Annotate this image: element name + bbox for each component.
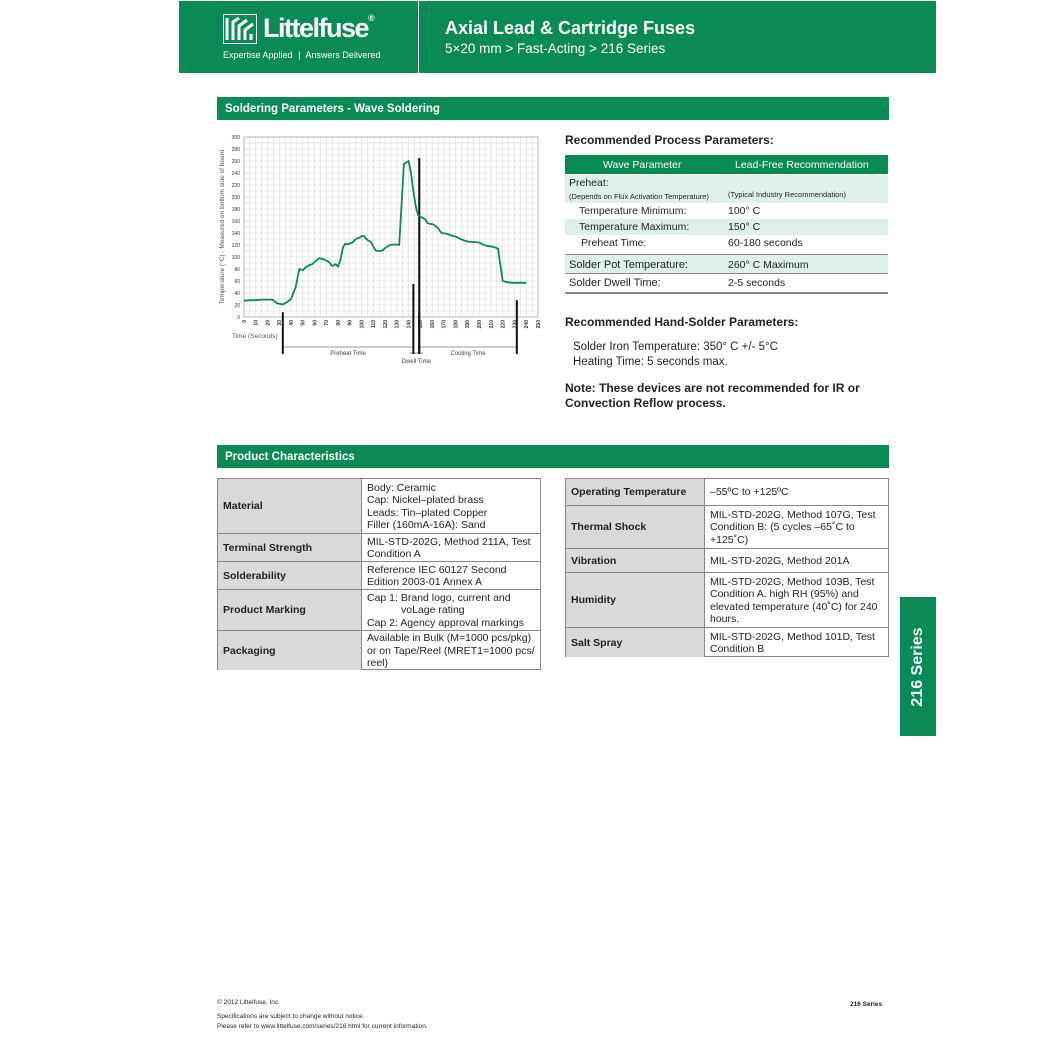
brand-tagline: Expertise Applied | Answers Delivered [223, 50, 381, 60]
footer-refer: Please refer to www.littelfuse.com/series/216.html for current information. [217, 1023, 428, 1030]
x-tick-label: 250 [535, 320, 542, 329]
col-lead-free: Lead-Free Recommendation [735, 159, 869, 171]
x-tick-label: 220 [500, 320, 507, 329]
x-tick-label: 160 [429, 320, 436, 329]
y-tick-label: 80 [234, 267, 240, 273]
x-tick-label: 240 [524, 320, 531, 329]
y-tick-label: 160 [231, 219, 240, 225]
process-table [565, 155, 888, 294]
x-tick-label: 0 [241, 320, 248, 323]
material-value: Body: Ceramic Cap: Nickel–plated brass Leads: Tin–plated Copper Filler (160mA-16A): Sand [367, 481, 488, 531]
x-tick-label: 20 [265, 320, 272, 326]
x-tick-label: 190 [465, 320, 472, 329]
hand-solder-title: Recommended Hand-Solder Parameters: [565, 315, 799, 329]
material-row: Material Body: Ceramic Cap: Nickel–plated brass Leads: Tin–plated Copper Filler (160mA-16A): Sand [218, 479, 540, 533]
y-tick-label: 300 [231, 135, 240, 141]
wave-soldering-band: Soldering Parameters - Wave Soldering [217, 97, 889, 120]
x-axis-label: Time (Seconds) [232, 333, 278, 340]
page-title: Axial Lead & Cartridge Fuses [445, 18, 696, 38]
reflow-note: Note: These devices are not recommended for IR or Convection Reflow process. [565, 381, 860, 410]
x-tick-label: 180 [453, 320, 460, 329]
solder-dwell-row: Solder Dwell Time: 2-5 seconds [565, 274, 888, 294]
y-tick-label: 240 [231, 171, 240, 177]
product-characteristics-band: Product Characteristics [217, 445, 889, 468]
y-tick-label: 20 [234, 303, 240, 309]
process-title: Recommended Process Parameters: [565, 133, 774, 147]
x-tick-label: 70 [324, 320, 331, 326]
preheat-time-row: Preheat Time: 60-180 seconds [565, 235, 888, 255]
y-tick-label: 200 [231, 195, 240, 201]
footer-notice: Specifications are subject to change without notice. [217, 1013, 365, 1020]
wave-soldering-chart [216, 131, 546, 371]
hand-solder-line1: Solder Iron Temperature: 350° C +/- 5°C [573, 341, 778, 353]
x-tick-label: 150 [418, 320, 425, 329]
x-tick-label: 110 [371, 320, 378, 329]
x-tick-label: 100 [359, 320, 366, 329]
y-tick-label: 260 [231, 159, 240, 165]
footer-copyright: © 2012 Littelfuse, Inc. [217, 999, 280, 1006]
y-tick-label: 280 [231, 147, 240, 153]
y-tick-label: 100 [231, 255, 240, 261]
col-wave-parameter: Wave Parameter [603, 159, 682, 171]
characteristics-table-left [217, 478, 541, 670]
footer-series: 216 Series [850, 1001, 883, 1008]
y-tick-label: 60 [234, 279, 240, 285]
y-tick-label: 220 [231, 183, 240, 189]
preheat-row: Preheat: (Depends on Flux Activation Temperature) (Typical Industry Recommendation) [565, 175, 888, 203]
solder-pot-row: Solder Pot Temperature: 260° C Maximum [565, 255, 888, 274]
vibration-row: Vibration MIL-STD-202G, Method 201A [566, 548, 888, 572]
humidity-row: Humidity MIL-STD-202G, Method 103B, Test Condition A. high RH (95%) and elevated temperature (40˚C) for 240 hours. [566, 572, 888, 627]
salt-spray-row: Salt Spray MIL-STD-202G, Method 101D, Test Condition B [566, 627, 888, 657]
process-table-header [565, 155, 888, 175]
brand-name: Littelfuse® [263, 13, 375, 43]
operating-temperature-row: Operating Temperature –55ºC to +125ºC [566, 479, 888, 505]
y-tick-label: 120 [231, 243, 240, 249]
characteristics-table-right [565, 478, 889, 657]
x-tick-label: 40 [288, 320, 295, 326]
page-header [179, 1, 936, 73]
terminal-strength-row: Terminal Strength MIL-STD-202G, Method 211A, Test Condition A [218, 533, 540, 561]
y-axis-label: Temperature (°C) - Measured on bottom side of board [219, 149, 226, 305]
x-tick-label: 60 [312, 320, 319, 326]
x-tick-label: 230 [512, 320, 519, 329]
x-tick-label: 140 [406, 320, 413, 329]
cooling-time-label: Cooling Time [450, 351, 486, 357]
thermal-shock-row: Thermal Shock MIL-STD-202G, Method 107G, Test Condition B: (5 cycles –65˚C to +125˚C) [566, 505, 888, 548]
hand-solder-line2: Heating Time: 5 seconds max. [573, 356, 728, 368]
x-tick-label: 80 [335, 320, 342, 326]
x-tick-label: 90 [347, 320, 354, 326]
solderability-row: Solderability Reference IEC 60127 Second Edition 2003-01 Annex A [218, 561, 540, 589]
x-tick-label: 170 [441, 320, 448, 329]
x-tick-label: 50 [300, 320, 307, 326]
y-tick-label: 180 [231, 207, 240, 213]
x-tick-label: 200 [477, 320, 483, 329]
product-marking-row: Product Marking Cap 1: Brand logo, current and voLage rating Cap 2: Agency approval markings [218, 589, 540, 630]
series-side-tab: 216 Series [900, 597, 936, 736]
littelfuse-logo-icon [223, 14, 257, 44]
temp-max-row: Temperature Maximum: 150° C [565, 219, 888, 235]
y-tick-label: 40 [234, 291, 240, 297]
y-tick-label: 0 [237, 315, 240, 321]
y-tick-label: 140 [231, 231, 240, 237]
temp-min-row: Temperature Minimum: 100° C [579, 205, 761, 217]
x-tick-label: 130 [394, 320, 401, 329]
page-subtitle: 5×20 mm > Fast-Acting > 216 Series [445, 41, 666, 56]
dwell-time-label: Dwell Time [401, 359, 431, 365]
x-tick-label: 120 [382, 320, 389, 329]
preheat-time-label: Preheat Time [330, 351, 366, 357]
packaging-row: Packaging Available in Bulk (M=1000 pcs/pkg) or on Tape/Reel (MRET1=1000 pcs/ reel) [218, 630, 540, 670]
x-tick-label: 10 [253, 320, 260, 326]
x-tick-label: 30 [277, 320, 284, 326]
x-tick-label: 210 [488, 320, 495, 329]
header-divider [418, 1, 419, 73]
